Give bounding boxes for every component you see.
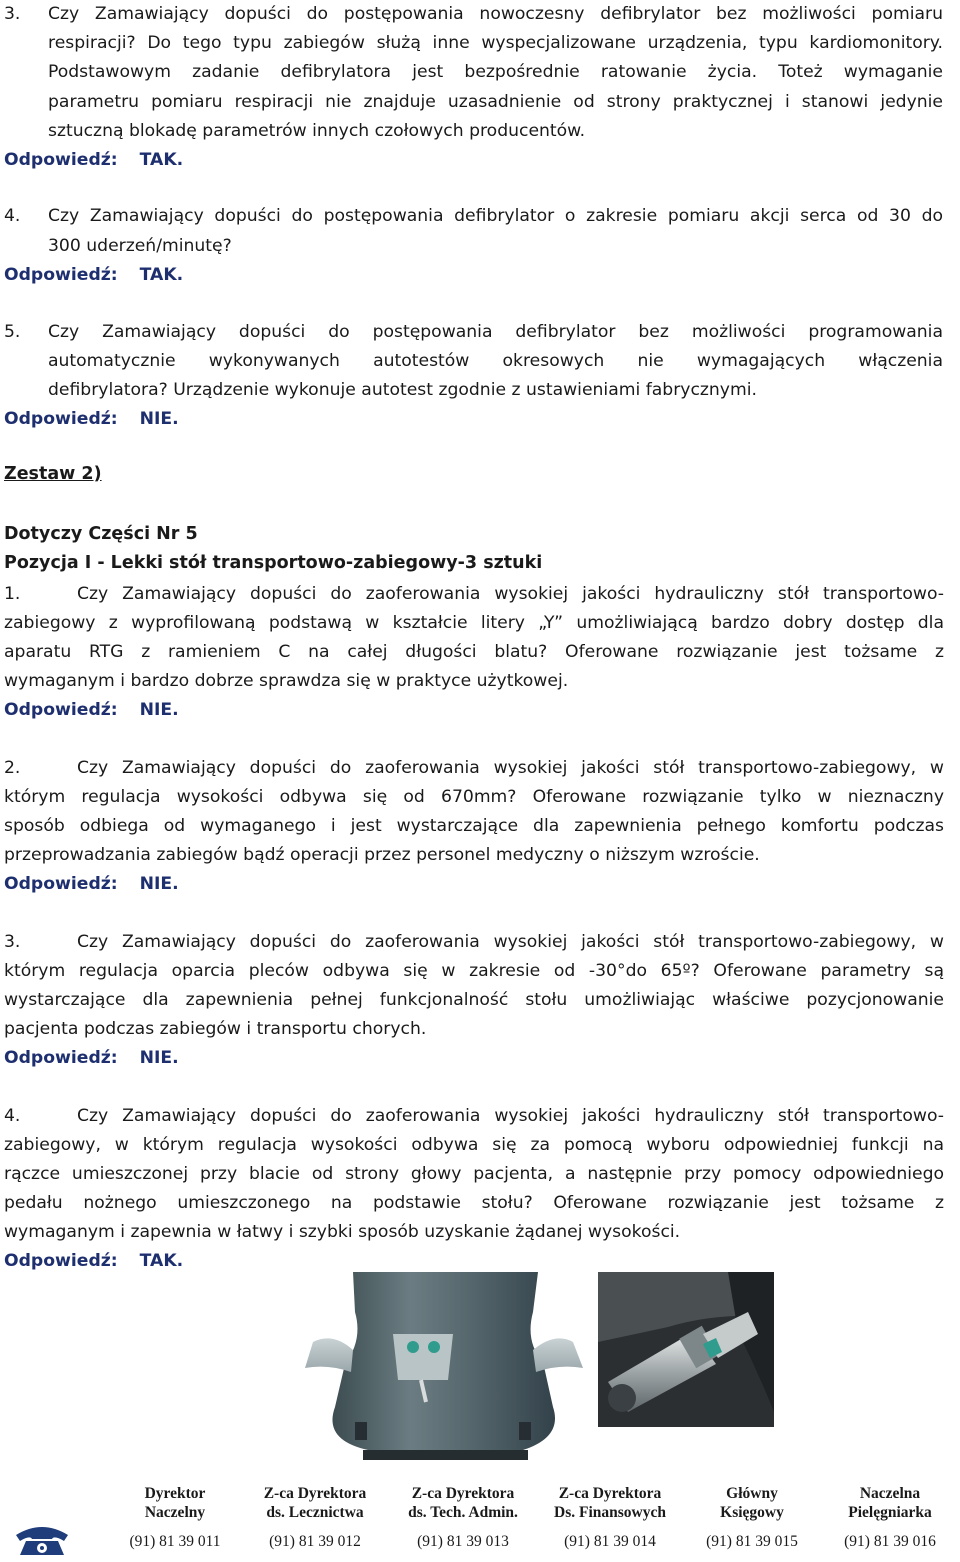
answer <box>4 146 183 175</box>
question-line: parametru pomiaru respiracji nie znajduje uzasadnienie od strony praktycznej i stanowi jedynie <box>48 92 943 112</box>
question-line: rączce umieszczonej przy blacie od strony głowy pacjenta, a następnie przy pomocy odpowiedniego <box>4 1164 944 1184</box>
question-line: wystarczające dla zapewnienia pełnej funkcjonalność stołu umożliwiając właściwe pozycjonowanie <box>4 990 944 1010</box>
question-line: aparatu RTG z ramieniem C na całej długości blatu? Oferowane rozwiązanie jest tożsame z <box>4 642 944 662</box>
question-number: 3. <box>4 4 21 24</box>
footer-role: Z-ca Dyrektora <box>263 1485 367 1502</box>
question-number: 4. <box>4 1106 21 1126</box>
footer-contact <box>682 1484 822 1522</box>
footer-contact <box>105 1484 245 1522</box>
answer <box>4 1247 183 1276</box>
telephone-icon <box>10 1521 74 1557</box>
question-text: Czy Zamawiający dopuści do zaoferowania wysokiej jakości hydrauliczny stół transportowo- <box>77 1106 944 1126</box>
question-line: wymaganym i zapewnia w łatwy i szybki sposób uzyskanie żądanej wysokości. <box>4 1222 681 1242</box>
answer <box>4 261 183 290</box>
question-line: pedału nożnego umieszczonego na podstawie stołu? Oferowane rozwiązanie jest tożsame z <box>4 1193 944 1213</box>
question-line: zabiegowy, w którym regulacja wysokości odbywa się za pomocą wyboru odpowiedniej funkcji na <box>4 1135 944 1155</box>
phone-number: (91) 81 39 012 <box>269 1533 361 1550</box>
answer-label: Odpowiedź: <box>4 150 118 170</box>
question-line <box>4 754 944 783</box>
footer-role: Naczelna <box>859 1485 921 1502</box>
question-line: Czy Zamawiający dopuści do postępowania nowoczesny defibrylator bez możliwości pomiaru <box>48 4 943 24</box>
footer-contact <box>393 1484 533 1522</box>
phone-number: (91) 81 39 014 <box>564 1533 656 1550</box>
footer-dept: Księgowy <box>720 1504 784 1521</box>
question-line: respiracji? Do tego typu zabiegów służą inne wyspecjalizowane urządzenia, typu kardiomonitory. <box>48 33 943 53</box>
answer-label: Odpowiedź: <box>4 409 118 429</box>
phone-number: (91) 81 39 013 <box>417 1533 509 1550</box>
phone-number: (91) 81 39 011 <box>129 1533 221 1550</box>
question-line: którym regulacja wysokości odbywa się od 670mm? Oferowane rozwiązanie tylko w nieznaczny <box>4 787 944 807</box>
question-line: 300 uderzeń/minutę? <box>48 236 232 256</box>
phone-number: (91) 81 39 016 <box>844 1533 936 1550</box>
footer-contact <box>820 1484 960 1522</box>
answer-value: TAK. <box>139 265 184 285</box>
question-text: Czy Zamawiający dopuści do zaoferowania wysokiej jakości hydrauliczny stół transportowo- <box>77 584 944 604</box>
answer <box>4 1044 179 1073</box>
question-number: 5. <box>4 322 21 342</box>
question-number: 4. <box>4 206 21 226</box>
section-title: Zestaw 2) <box>4 464 102 484</box>
footer-dept: Ds. Finansowych <box>554 1504 666 1521</box>
answer-value: TAK. <box>139 1251 184 1271</box>
footer-role: Główny <box>726 1485 778 1502</box>
question-line <box>4 928 944 957</box>
answer <box>4 696 179 725</box>
answer-label: Odpowiedź: <box>4 874 118 894</box>
footer-role: Dyrektor <box>144 1485 206 1502</box>
footer-role: Z-ca Dyrektora <box>411 1485 515 1502</box>
footer-dept: ds. Tech. Admin. <box>408 1504 518 1521</box>
table-base-photo <box>293 1272 593 1467</box>
question-line: sposób odbiega od wymaganego i jest wystarczające dla zapewnienia pełnego komfortu podczas <box>4 816 944 836</box>
question-line: przeprowadzania zabiegów bądź operacji przez personel medyczny o niższym wzroście. <box>4 845 760 865</box>
question-line: defibrylatora? Urządzenie wykonuje autotest zgodnie z ustawieniami fabrycznymi. <box>48 380 757 400</box>
answer-label: Odpowiedź: <box>4 700 118 720</box>
question-number: 3. <box>4 932 21 952</box>
question-line: Podstawowym zadanie defibrylatora jest bezpośrednie ratowanie życia. Toteż wymaganie <box>48 62 943 82</box>
table-handle-photo <box>598 1272 774 1427</box>
answer-value: NIE. <box>139 1048 179 1068</box>
question-line: zabiegowy z wyprofilowaną podstawą w kształcie litery „Y” umożliwiającą bardzo dobry dostęp dla <box>4 613 944 633</box>
question-number: 2. <box>4 758 21 778</box>
footer-contact <box>245 1484 385 1522</box>
answer-label: Odpowiedź: <box>4 1251 118 1271</box>
answer-value: NIE. <box>139 409 179 429</box>
question-line: wymaganym i bardzo dobrze sprawdza się w praktyce użytkowej. <box>4 671 569 691</box>
footer-contact <box>540 1484 680 1522</box>
footer-dept: ds. Lecznictwa <box>266 1504 364 1521</box>
question-number: 1. <box>4 584 21 604</box>
question-line <box>4 1102 944 1131</box>
footer-dept: Pielęgniarka <box>848 1504 932 1521</box>
position-heading: Pozycja I - Lekki stół transportowo-zabiegowy-3 sztuki <box>4 553 543 573</box>
answer <box>4 870 179 899</box>
question-line: Czy Zamawiający dopuści do postępowania defibrylator bez możliwości programowania <box>48 322 943 342</box>
question-text: Czy Zamawiający dopuści do zaoferowania wysokiej jakości stół transportowo-zabiegowy, w <box>77 932 944 952</box>
answer-value: NIE. <box>139 874 179 894</box>
answer-value: NIE. <box>139 700 179 720</box>
footer-role: Z-ca Dyrektora <box>558 1485 662 1502</box>
question-line: pacjenta podczas zabiegów i transportu chorych. <box>4 1019 427 1039</box>
part-heading: Dotyczy Części Nr 5 <box>4 524 198 544</box>
footer-dept: Naczelny <box>144 1504 206 1521</box>
answer-label: Odpowiedź: <box>4 1048 118 1068</box>
question-line: automatycznie wykonywanych autotestów okresowych nie wymagających włączenia <box>48 351 943 371</box>
answer-label: Odpowiedź: <box>4 265 118 285</box>
answer <box>4 405 179 434</box>
phone-number: (91) 81 39 015 <box>706 1533 798 1550</box>
question-text: Czy Zamawiający dopuści do zaoferowania wysokiej jakości stół transportowo-zabiegowy, w <box>77 758 944 778</box>
question-line: sztuczną blokadę parametrów innych czołowych producentów. <box>48 121 586 141</box>
question-line: Czy Zamawiający dopuści do postępowania defibrylator o zakresie pomiaru akcji serca od 30 do <box>48 206 943 226</box>
question-line: którym regulacja oparcia pleców odbywa się w zakresie od -30°do 65º? Oferowane parametry są <box>4 961 944 981</box>
question-line <box>4 580 944 609</box>
answer-value: TAK. <box>139 150 184 170</box>
